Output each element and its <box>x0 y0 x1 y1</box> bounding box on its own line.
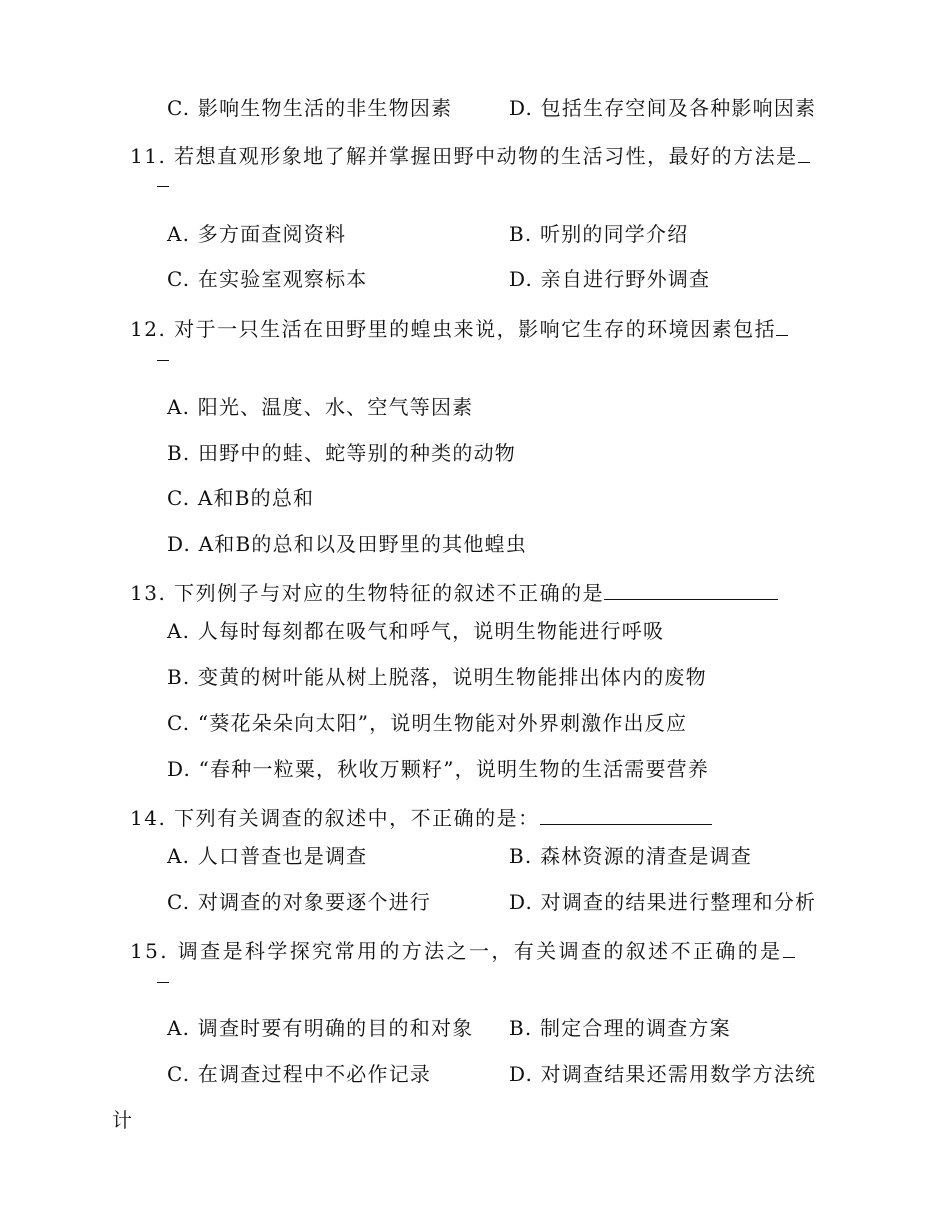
q14-stem-text: 14. 下列有关调查的叙述中，不正确的是： <box>130 806 540 830</box>
answer-blank[interactable] <box>783 937 795 958</box>
q14-option-a: A. 人口普查也是调查 <box>167 844 368 868</box>
q12-stem <box>130 315 788 341</box>
q10-option-d: D. 包括生存空间及各种影响因素 <box>509 96 817 120</box>
q13-option-b: B. 变黄的树叶能从树上脱落，说明生物能排出体内的废物 <box>167 665 707 689</box>
q14-option-d: D. 对调查的结果进行整理和分析 <box>509 890 817 914</box>
q14-stem <box>130 804 712 830</box>
q12-stem-text: 12. 对于一只生活在田野里的蝗虫来说，影响它生存的环境因素包括 <box>130 317 777 341</box>
answer-blank[interactable] <box>798 142 810 163</box>
q11-option-b: B. 听别的同学介绍 <box>509 222 689 246</box>
q11-option-d: D. 亲自进行野外调查 <box>509 267 711 291</box>
q12-option-c: C. A和B的总和 <box>167 486 315 510</box>
q12-option-a: A. 阳光、温度、水、空气等因素 <box>167 395 474 419</box>
q10-option-c: C. 影响生物生活的非生物因素 <box>167 96 453 120</box>
q11-option-c: C. 在实验室观察标本 <box>167 267 368 291</box>
q11-option-a: A. 多方面查阅资料 <box>167 222 347 246</box>
answer-blank[interactable] <box>604 579 778 600</box>
q15-stem-text: 15. 调查是科学探究常用的方法之一，有关调查的叙述不正确的是 <box>130 939 783 963</box>
q12-option-b: B. 田野中的蛙、蛇等别的种类的动物 <box>167 441 517 465</box>
q14-option-b: B. 森林资源的清查是调查 <box>509 844 753 868</box>
q13-stem-text: 13. 下列例子与对应的生物特征的叙述不正确的是 <box>130 581 605 605</box>
q15-option-d-wrap: 计 <box>112 1108 134 1132</box>
answer-blank-wrap[interactable] <box>157 186 169 187</box>
answer-blank-wrap[interactable] <box>157 982 169 983</box>
answer-blank-wrap[interactable] <box>157 360 169 361</box>
q12-option-d: D. A和B的总和以及田野里的其他蝗虫 <box>167 532 527 556</box>
answer-blank[interactable] <box>540 804 712 825</box>
answer-blank[interactable] <box>776 315 788 336</box>
q15-option-a: A. 调查时要有明确的目的和对象 <box>167 1016 474 1040</box>
q11-stem <box>130 142 810 168</box>
q13-option-a: A. 人每时每刻都在吸气和呼气，说明生物能进行呼吸 <box>167 619 665 643</box>
q15-option-c: C. 在调查过程中不必作记录 <box>167 1062 432 1086</box>
q11-stem-text: 11. 若想直观形象地了解并掌握田野中动物的生活习性，最好的方法是 <box>130 144 798 168</box>
q15-stem <box>130 937 795 963</box>
q15-option-b: B. 制定合理的调查方案 <box>509 1016 731 1040</box>
q13-stem <box>130 579 778 605</box>
q15-option-d: D. 对调查结果还需用数学方法统 <box>509 1062 817 1086</box>
q13-option-d: D. “春种一粒粟，秋收万颗籽”，说明生物的生活需要营养 <box>167 757 710 781</box>
q13-option-c: C. “葵花朵朵向太阳”，说明生物能对外界刺激作出反应 <box>167 711 688 735</box>
q14-option-c: C. 对调查的对象要逐个进行 <box>167 890 432 914</box>
